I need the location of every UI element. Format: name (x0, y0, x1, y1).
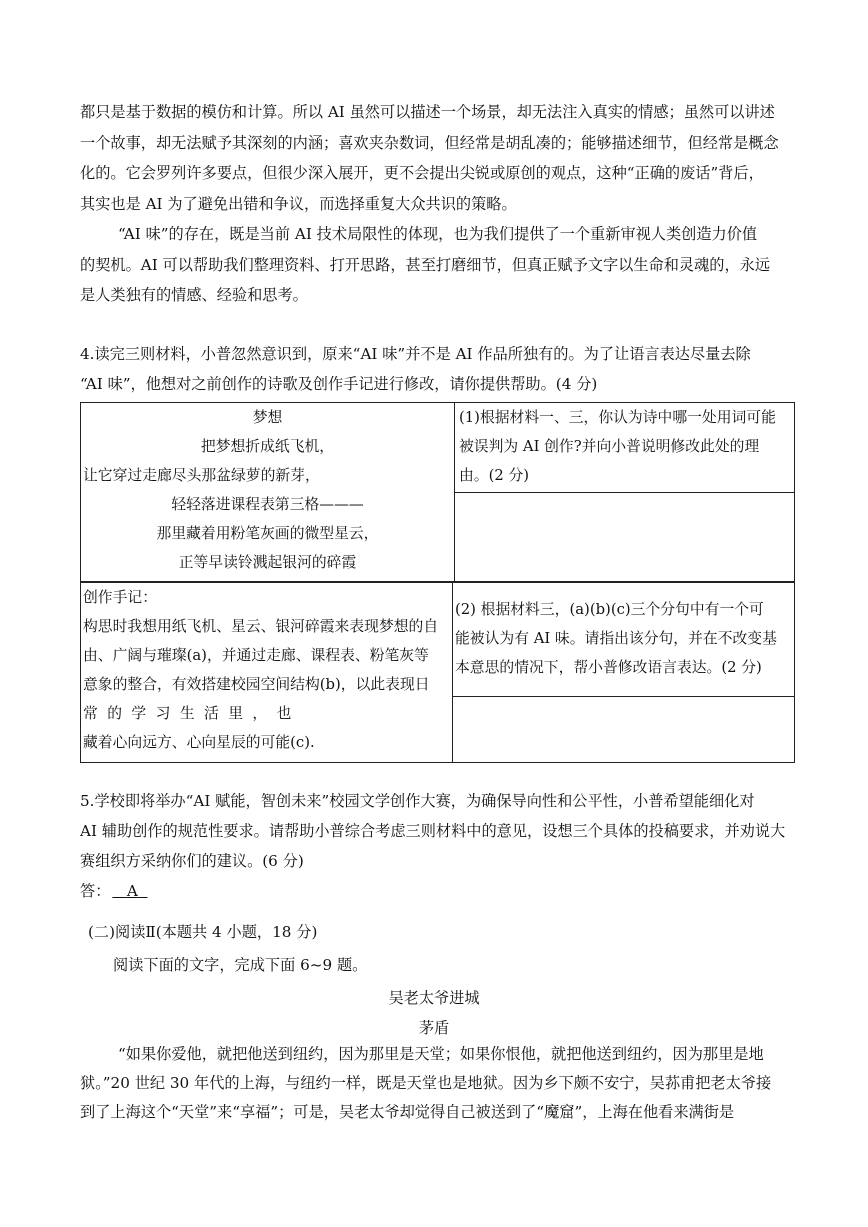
answer-value[interactable] (110, 882, 149, 900)
text-line: 都只是基于数据的模仿和计算。所以 AI 虽然可以描述一个场景，却无法注入真实的情感；虽然可以讲述 (80, 103, 775, 121)
text-line: 能被认为有 AI 味。请指出该分句，并在不改变基 (455, 630, 777, 647)
text-line: “AI 味”的存在，既是当前 AI 技术局限性的体现，也为我们提供了一个重新审视人类创造力价值 (118, 225, 758, 243)
answer-line (80, 876, 149, 906)
answer-cell-1[interactable] (454, 492, 795, 582)
text-line: 构思时我想用纸飞机、星云、银河碎霞来表现梦想的自 (83, 618, 439, 635)
text-line: 的契机。AI 可以帮助我们整理资料、打开思路，甚至打磨细节，但真正赋予文字以生命和灵魂的，永远 (80, 255, 771, 274)
text-line: 化的。它会罗列许多要点，但很少深入展开，更不会提出尖锐或原创的观点，这种“正确的废话”背后， (80, 164, 764, 182)
story-paragraph (80, 1040, 792, 1127)
creation-notes-cell (80, 582, 453, 763)
text-line: 由。(2 分) (459, 467, 530, 484)
text-line: 狱。”20 世纪 30 年代的上海，与纽约一样，既是天堂也是地狱。因为乡下颇不安宁，吴荪甫把老太爷接 (80, 1074, 772, 1092)
text-line: 被误判为 AI 创作?并向小普说明修改此处的理 (459, 438, 760, 455)
text-line: (1)根据材料一、三，你认为诗中哪一处用词可能 (459, 409, 776, 426)
text-line: 藏着心向远方、心向星辰的可能(c). (83, 734, 315, 751)
text-line: 赛组织方采纳你们的建议。(6 分) (80, 852, 304, 870)
poem-title: 梦想 (252, 409, 283, 426)
text-line: 5.学校即将举办“AI 赋能，智创未来”校园文学创作大赛，为确保导向性和公平性，小普希望能细化对 (80, 792, 755, 810)
text-line: 其实也是 AI 为了避免出错和争议，而选择重复大众共识的策略。 (80, 194, 517, 213)
text-line: 一个故事，却无法赋予其深刻的内涵；喜欢夹杂数词，但经常是胡乱凑的；能够描述细节，但经常是概念 (80, 133, 779, 152)
poem-line: 那里藏着用粉笔灰画的微型星云， (156, 525, 379, 542)
answer-cell-2[interactable] (452, 696, 795, 763)
poem-line: 正等早读铃溅起银河的碎霞 (178, 554, 357, 571)
question-5 (80, 786, 785, 876)
text-line: “如果你爱他，就把他送到纽约，因为那里是天堂；如果你恨他，就把他送到纽约，因为那里是地 (118, 1045, 764, 1063)
text-line: 由、广阔与璀璨(a)，并通过走廊、课程表、粉笔灰等 (83, 647, 429, 664)
text-line: 4.读完三则材料，小普忽然意识到，原来“AI 味”并不是 AI 作品所独有的。为了让语言表达尽量去除 (80, 345, 751, 363)
paragraph-ai-imitation (80, 97, 792, 219)
paragraph-ai-flavor (80, 219, 792, 311)
text-line: 创作手记： (83, 589, 157, 606)
text-line: 是人类独有的情感、经验和思考。 (80, 286, 308, 304)
text-line: “AI 味”，他想对之前创作的诗歌及创作手记进行修改，请你提供帮助。(4 分) (80, 375, 598, 393)
poem-line: 轻轻落进课程表第三格——— (171, 496, 364, 513)
poem-line: 把梦想折成纸飞机， (200, 438, 335, 455)
question-4-2-cell (452, 582, 795, 697)
text-line: 到了上海这个“天堂”来“享福”；可是，吴老太爷却觉得自己被送到了“魔窟”，上海在他看来满街是 (80, 1103, 735, 1121)
reading-instruction: 阅读下面的文字，完成下面 6~9 题。 (113, 956, 368, 974)
story-author: 茅盾 (418, 1019, 450, 1037)
answer-label: 答： (80, 882, 111, 900)
text-line: (2) 根据材料三，(a)(b)(c)三个分句中有一个可 (455, 601, 764, 618)
poem-line: 让它穿过走廊尽头那盆绿萝的新芽， (83, 467, 320, 484)
question-4-1-cell (454, 402, 795, 493)
section-2-heading: (二)阅读Ⅱ(本题共 4 小题，18 分) (88, 923, 318, 941)
poem-cell (80, 402, 455, 582)
text-line: AI 辅助创作的规范性要求。请帮助小普综合考虑三则材料中的意见，设想三个具体的投稿要求，并劝说大 (80, 822, 786, 840)
text-line: 常 的 学 习 生 活 里 ， 也 (83, 705, 292, 722)
poem-table (80, 402, 795, 763)
story-title: 吴老太爷进城 (388, 989, 480, 1007)
text-line: 本意思的情况下，帮小普修改语言表达。(2 分) (455, 659, 762, 676)
question-4 (80, 339, 751, 399)
answer-text: A (126, 882, 138, 900)
text-line: 意象的整合，有效搭建校园空间结构(b)，以此表现日 (83, 676, 430, 693)
